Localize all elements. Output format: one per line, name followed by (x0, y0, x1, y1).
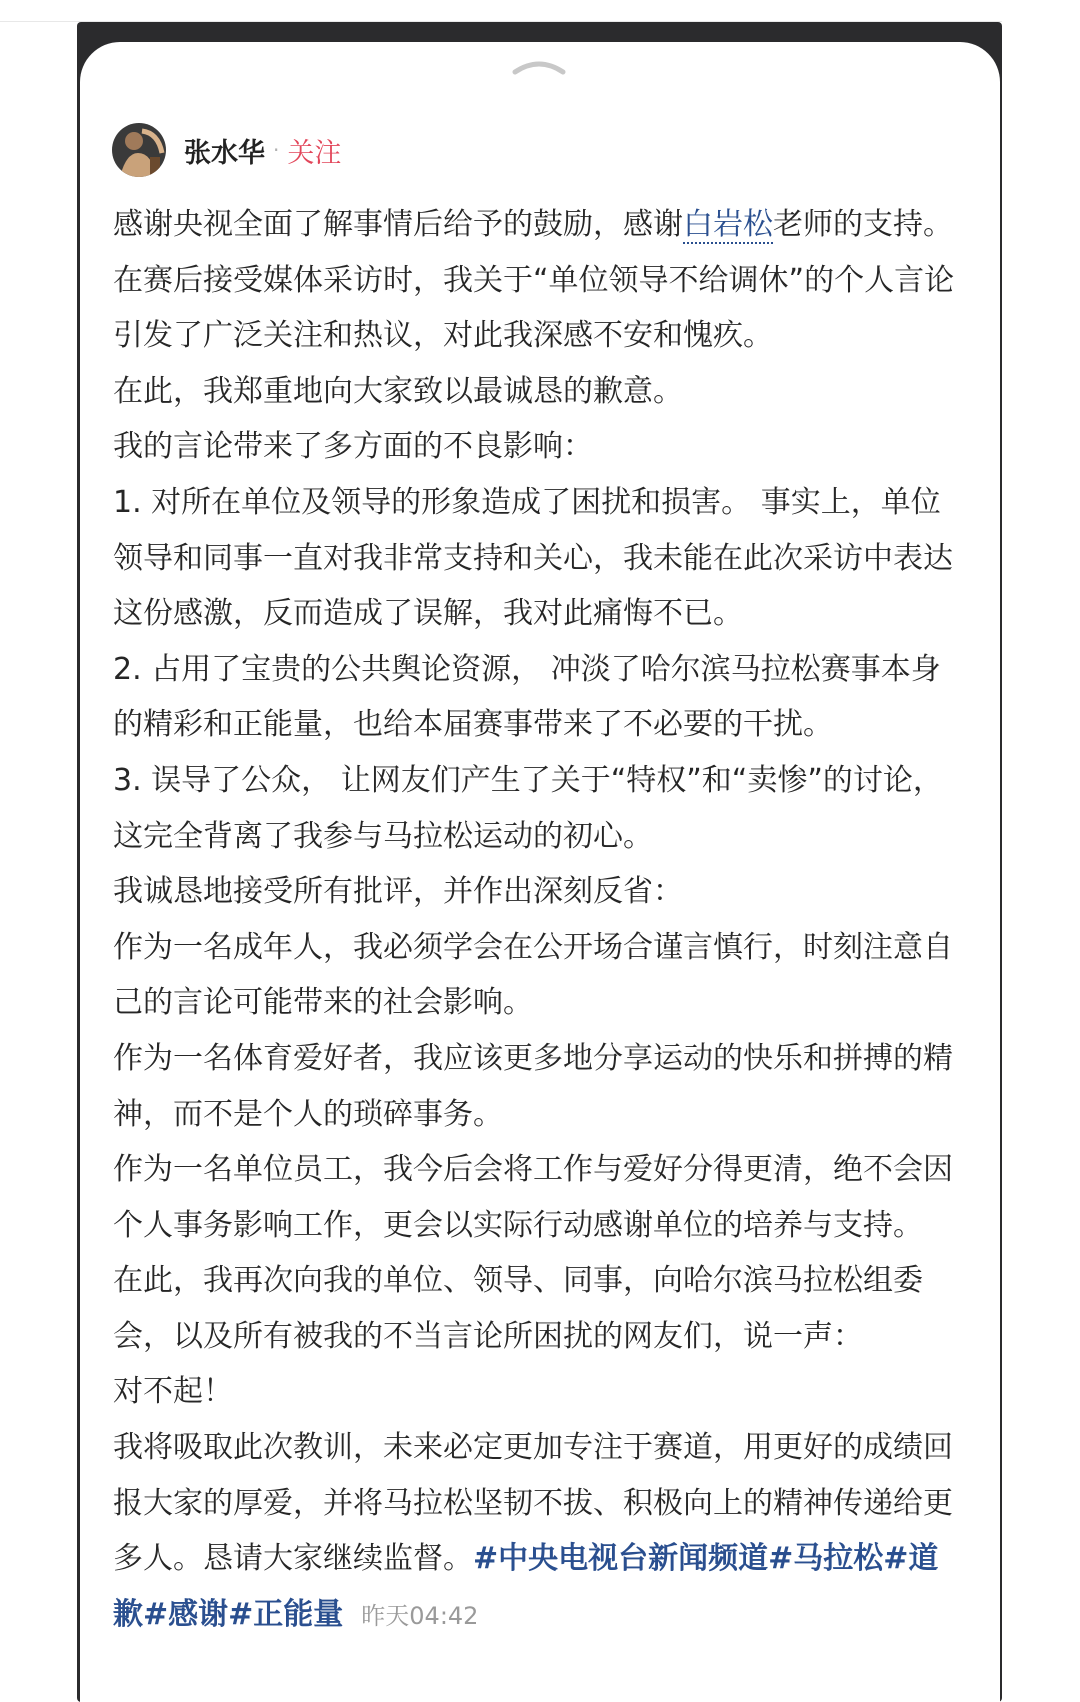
paragraph: 在此，我再次向我的单位、领导、同事，向哈尔滨马拉松组委会，以及所有被我的不当言论所困扰的网友们，说一声： (113, 1263, 923, 1354)
paragraph: 我诚恳地接受所有批评，并作出深刻反省： (113, 874, 683, 910)
paragraph: 作为一名体育爱好者，我应该更多地分享运动的快乐和拼搏的精神，而不是个人的琐碎事务。 (113, 1040, 953, 1132)
paragraph: 3. 误导了公众， 让网友们产生了关于“特权”和“卖惨”的讨论，这完全背离了我参与马拉松运动的初心。 (113, 762, 943, 854)
paragraph: 作为一名成年人，我必须学会在公开场合谨言慎行，时刻注意自己的言论可能带来的社会影响。 (113, 929, 953, 1021)
paragraph: 在此，我郑重地向大家致以最诚恳的歉意。 (113, 373, 683, 409)
chevron-up-icon (512, 58, 566, 76)
paragraph: 作为一名单位员工，我今后会将工作与爱好分得更清，绝不会因个人事务影响工作，更会以实际行动感谢单位的培养与支持。 (113, 1152, 953, 1243)
collapse-handle[interactable] (512, 58, 566, 76)
page-margin (1002, 0, 1080, 1671)
mention-link[interactable]: 白岩松 (683, 207, 773, 242)
paragraph: 对不起！ (113, 1374, 233, 1410)
paragraph (113, 197, 963, 364)
follow-button[interactable]: 关注 (287, 137, 342, 169)
hashtag-link[interactable]: #中央电视台新闻频道# (473, 1541, 794, 1577)
paragraph: 2. 占用了宝贵的公共舆论资源， 冲淡了哈尔滨马拉松赛事本身的精彩和正能量，也给本届赛事带来了不必要的干扰。 (113, 651, 941, 743)
hashtag-link[interactable]: 道歉# (113, 1541, 939, 1632)
post-header (112, 122, 341, 178)
post-timestamp: 昨天04:42 (361, 1601, 479, 1630)
post-body (113, 197, 963, 1644)
name-separator: · (273, 138, 280, 162)
avatar[interactable] (112, 123, 166, 177)
hashtag-link[interactable]: 马拉松# (793, 1541, 909, 1577)
hashtag-link[interactable]: 感谢# (168, 1596, 254, 1632)
hashtag-link[interactable]: 正能量 (253, 1596, 344, 1632)
paragraph: 我的言论带来了多方面的不良影响： (113, 429, 593, 465)
paragraph: 1. 对所在单位及领导的形象造成了困扰和损害。 事实上，单位领导和同事一直对我非常支持和关心，我未能在此次采访中表达这份感激，反而造成了误解，我对此痛悔不已。 (113, 484, 953, 632)
author-name[interactable]: 张水华 (184, 137, 265, 169)
avatar-image (112, 123, 166, 177)
paragraph-text: 我将吸取此次教训，未来必定更加专注于赛道，用更好的成绩回报大家的厚爱，并将马拉松坚韧不拔、积极向上的精神传递给更多人。恳请大家继续监督。 (113, 1430, 953, 1577)
paragraph-text: 老师的支持。在赛后接受媒体采访时，我关于“单位领导不给调休”的个人言论引发了广泛关注和热议，对此我深感不安和愧疚。 (113, 207, 955, 354)
paragraph-text: 感谢央视全面了解事情后给予的鼓励，感谢 (113, 207, 683, 242)
paragraph (113, 1420, 963, 1644)
